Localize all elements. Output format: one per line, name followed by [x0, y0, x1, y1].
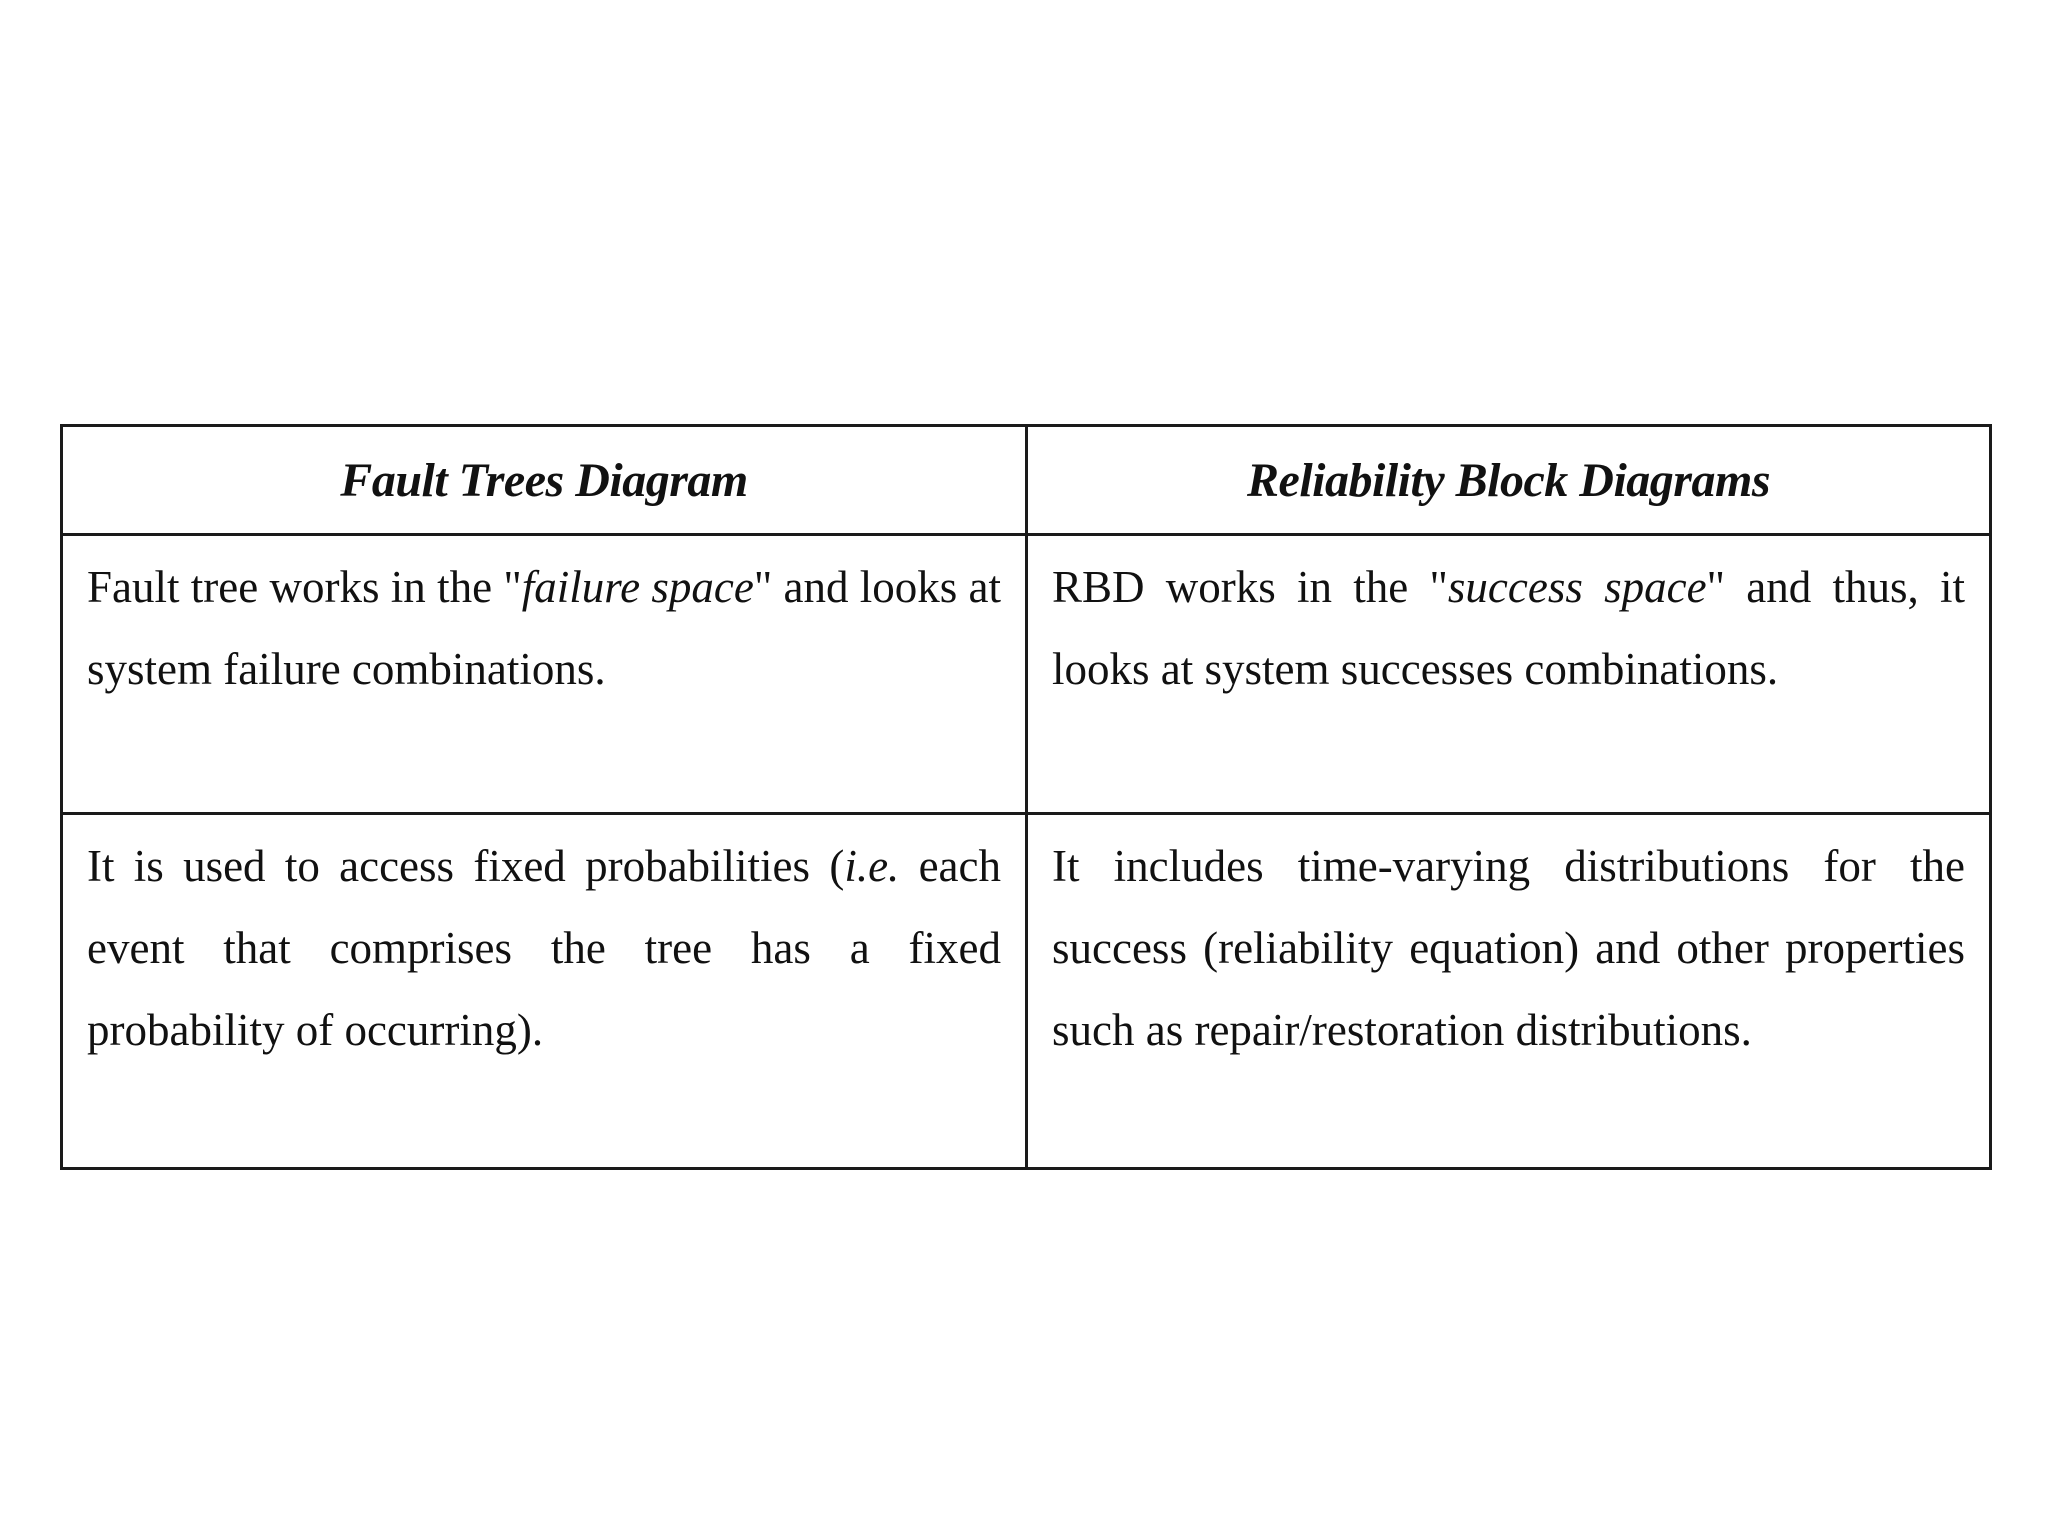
cell-text: It includes time-varying distributions for the success (reliability equation) and other properties such as repair/restoration distributions.: [1052, 841, 1965, 1055]
emphasis-text: success space: [1447, 562, 1707, 612]
rbd-success-space-cell: [1027, 535, 1991, 814]
cell-text: It is used to access fixed probabilities (i.e. each event that comprises the tree has a fixed probability of occurring).: [87, 841, 1002, 1055]
table-row: [62, 814, 1991, 1169]
table-header-row: [62, 426, 1991, 535]
cell-text: Fault tree works in the "failure space" and looks at system failure combinations.: [87, 562, 1002, 694]
emphasis-text: failure space: [521, 562, 754, 612]
comparison-table: [60, 424, 1992, 1170]
fault-tree-failure-space-cell: [62, 535, 1027, 814]
fault-tree-probabilities-cell: [62, 814, 1027, 1169]
emphasis-text: i.e.: [844, 841, 900, 891]
fault-trees-header: Fault Trees Diagram: [62, 426, 1027, 535]
cell-text: RBD works in the "success space" and thus, it looks at system successes combinations.: [1052, 562, 1966, 694]
rbd-distributions-cell: [1027, 814, 1991, 1169]
rbd-header: Reliability Block Diagrams: [1027, 426, 1991, 535]
table-row: [62, 535, 1991, 814]
